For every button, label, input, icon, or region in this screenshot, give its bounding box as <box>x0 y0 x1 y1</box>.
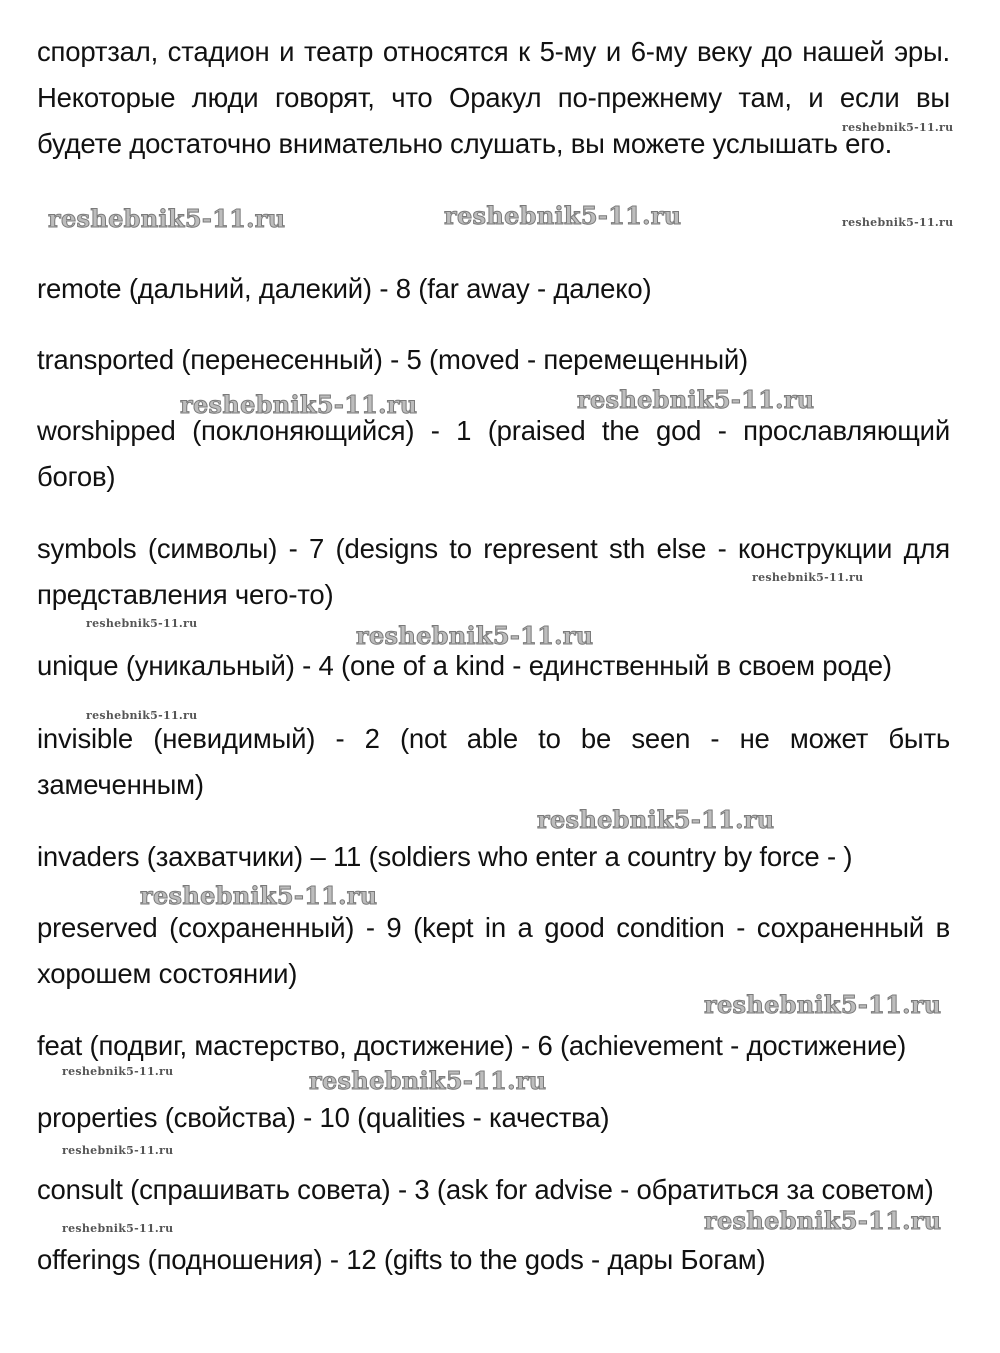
entry-unique: unique (уникальный) - 4 (one of a kind - единственный в своем роде) <box>37 650 892 681</box>
entry-transported: transported (перенесенный) - 5 (moved - перемещенный) <box>37 344 749 375</box>
entry-preserved: preserved (сохраненный) - 9 (kept in a good condition - сохраненный в хорошем состоянии) <box>37 912 950 989</box>
entry-worshipped: worshipped (поклоняющийся) - 1 (praised the god - прославляющий богов) <box>37 415 950 492</box>
entry-offerings: offerings (подношения) - 12 (gifts to the gods - дары Богам) <box>37 1244 766 1275</box>
entry-remote: remote (дальний, далекий) - 8 (far away - далеко) <box>37 273 652 304</box>
watermark: reshebnik5-11.ru <box>86 617 198 630</box>
entry-properties: properties (свойства) - 10 (qualities - качества) <box>37 1102 610 1133</box>
watermark: reshebnik5-11.ru <box>309 1066 547 1095</box>
watermark: reshebnik5-11.ru <box>577 385 815 414</box>
intro-paragraph: спортзал, стадион и театр относятся к 5-му и 6-му веку до нашей эры. Некоторые люди говорят, что Оракул по-прежнему там, и если вы будете достаточно внимательно слушать, вы можете услышать его. <box>37 36 950 159</box>
watermark: reshebnik5-11.ru <box>752 571 864 584</box>
entry-invisible: invisible (невидимый) - 2 (not able to be seen - не может быть замеченным) <box>37 723 950 800</box>
watermark: reshebnik5-11.ru <box>842 121 954 134</box>
entry-invaders: invaders (захватчики) – 11 (soldiers who enter a country by force - ) <box>37 841 853 872</box>
watermark: reshebnik5-11.ru <box>62 1222 174 1235</box>
watermark: reshebnik5-11.ru <box>704 990 942 1019</box>
watermark: reshebnik5-11.ru <box>537 805 775 834</box>
entry-consult: consult (спрашивать совета) - 3 (ask for advise - обратиться за советом) <box>37 1174 934 1205</box>
watermark: reshebnik5-11.ru <box>86 709 198 722</box>
watermark: reshebnik5-11.ru <box>180 390 418 419</box>
watermark: reshebnik5-11.ru <box>48 204 286 233</box>
watermark: reshebnik5-11.ru <box>62 1065 174 1078</box>
watermark: reshebnik5-11.ru <box>444 201 682 230</box>
watermark: reshebnik5-11.ru <box>62 1144 174 1157</box>
watermark: reshebnik5-11.ru <box>140 881 378 910</box>
watermark: reshebnik5-11.ru <box>704 1206 942 1235</box>
watermark: reshebnik5-11.ru <box>842 216 954 229</box>
watermark: reshebnik5-11.ru <box>356 621 594 650</box>
entry-feat: feat (подвиг, мастерство, достижение) - 6 (achievement - достижение) <box>37 1030 907 1061</box>
entry-symbols: symbols (символы) - 7 (designs to represent sth else - конструкции для представления чего-то) <box>37 533 950 610</box>
